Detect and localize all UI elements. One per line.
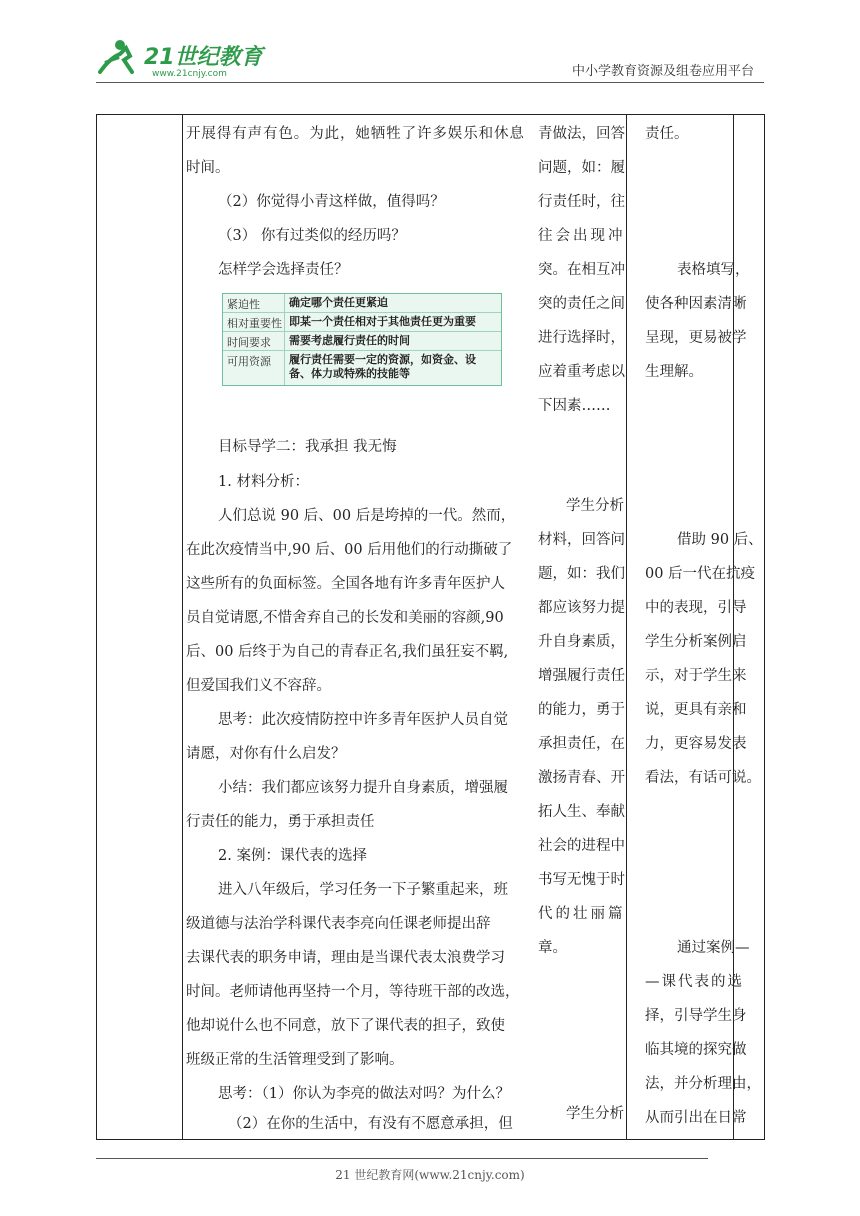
- factor-value: 履行责任需要一定的资源，如资金、设: [289, 353, 476, 366]
- site-logo: [96, 38, 266, 78]
- activity-line: 行责任时，往: [538, 194, 625, 210]
- factor-row: [223, 294, 501, 313]
- intent-line: 使各种因素清晰: [645, 296, 747, 312]
- activity-line: 升自身素质，: [538, 634, 625, 650]
- content-line: （3） 你有过类似的经历吗？: [218, 228, 406, 244]
- logo-main-text: 21世纪教育: [144, 45, 263, 70]
- intent-line: 临其境的探究做: [645, 1042, 747, 1058]
- factor-value: 确定哪个责任更紧迫: [289, 296, 388, 309]
- intent-line: 力，更容易发表: [645, 736, 747, 752]
- content-line: 思考：此次疫情防控中许多青年医护人员自觉: [218, 712, 508, 728]
- activity-line: 进行选择时，: [538, 330, 625, 346]
- activity-line: 激扬青春、开: [538, 770, 625, 786]
- intent-line: —课代表的选: [645, 974, 744, 990]
- content-line: 2. 案例：课代表的选择: [218, 848, 367, 864]
- content-line: 级道德与法治学科课代表李亮向任课老师提出辞: [186, 916, 491, 932]
- intent-line: 生理解。: [645, 364, 703, 380]
- factor-value: 即某一个责任相对于其他责任更为重要: [289, 315, 476, 328]
- activity-line: 社会的进程中: [538, 838, 625, 854]
- activity-line: 都应该努力提: [538, 600, 625, 616]
- content-line: 这些所有的负面标签。全国各地有许多青年医护人: [186, 576, 505, 592]
- intent-line: 择，引导学生身: [645, 1008, 747, 1024]
- activity-line: 学生分析: [566, 498, 624, 514]
- intent-line: 责任。: [645, 126, 689, 142]
- activity-line: 学生分析: [566, 1106, 624, 1122]
- content-line: 他却说什么也不同意，放下了课代表的担子，致使: [186, 1018, 505, 1034]
- content-line: 请愿，对你有什么启发？: [186, 746, 346, 762]
- intent-line: 示，对于学生来: [645, 668, 747, 684]
- header-divider: [96, 82, 764, 83]
- activity-line: 题，如：我们: [538, 566, 625, 582]
- content-line: 进入八年级后，学习任务一下子繁重起来，班: [218, 882, 508, 898]
- content-line: （2）在你的生活中，有没有不愿意承担，但: [228, 1116, 513, 1132]
- activity-line: 突。在相互冲: [538, 262, 625, 278]
- content-line: 后、00 后终于为自己的青春正名,我们虽狂妄不羁,: [186, 644, 509, 660]
- section-heading: 目标导学二：我承担 我无悔: [218, 439, 397, 455]
- intent-line: 学生分析案例启: [645, 634, 747, 650]
- activity-line: 问题，如：履: [538, 160, 625, 176]
- intent-line: 从而引出在日常: [645, 1110, 747, 1126]
- footer-divider: [96, 1158, 708, 1159]
- activity-line: 应着重考虑以: [538, 364, 625, 380]
- intent-line: 呈现，更易被学: [645, 330, 747, 346]
- activity-line: 拓人生、奉献: [538, 804, 625, 820]
- intent-line: 中的表现，引导: [645, 600, 747, 616]
- logo-graphic: [96, 38, 266, 78]
- content-line: 时间。老师请他再坚持一个月，等待班干部的改选，: [186, 984, 520, 1000]
- factor-table: [222, 293, 502, 386]
- activity-line: 的能力，勇于: [538, 702, 625, 718]
- factor-row: [223, 331, 501, 351]
- content-line: 在此次疫情当中,90 后、00 后用他们的行动撕破了: [186, 542, 513, 558]
- content-line: 去课代表的职务申请，理由是当课代表太浪费学习: [186, 950, 505, 966]
- activity-line: 承担责任，在: [538, 736, 625, 752]
- content-line: 时间。: [186, 160, 230, 176]
- content-line: 怎样学会选择责任？: [218, 262, 349, 278]
- factor-row: [223, 312, 501, 332]
- activity-line: 章。: [538, 940, 567, 956]
- factor-value: 备、体力或特殊的技能等: [289, 367, 410, 380]
- activity-line: 书写无愧于时: [538, 872, 625, 888]
- activity-line: 下因素……: [538, 398, 611, 414]
- content-line: 1. 材料分析：: [218, 474, 309, 490]
- activity-line: 增强履行责任: [538, 668, 625, 684]
- content-line: 人们总说 90 后、00 后是垮掉的一代。然而，: [218, 508, 516, 524]
- intent-line: 00 后一代在抗疫: [645, 566, 756, 582]
- platform-title: 中小学教育资源及组卷应用平台: [571, 64, 754, 79]
- logo-sub-text: www.21cnjy.com: [152, 69, 227, 78]
- activity-line: 代的壮丽篇: [538, 906, 626, 922]
- intent-line: 法，并分析理由，: [645, 1076, 761, 1092]
- activity-line: 材料，回答问: [538, 532, 625, 548]
- factor-key: 紧迫性: [227, 298, 260, 311]
- factor-key: 时间要求: [227, 336, 271, 349]
- content-line: 行责任的能力，勇于承担责任: [186, 814, 375, 830]
- content-line: 小结：我们都应该努力提升自身素质，增强履: [218, 780, 508, 796]
- content-line: 员自觉请愿,不惜舍弃自己的长发和美丽的容颜,90: [186, 610, 504, 626]
- factor-key: 相对重要性: [227, 317, 282, 330]
- content-line: 开展得有声有色。为此，她牺牲了许多娱乐和休息: [186, 126, 525, 142]
- intent-line: 通过案例—: [677, 940, 750, 956]
- content-line: 思考：（1）你认为李亮的做法对吗？为什么？: [218, 1086, 510, 1102]
- content-line: 但爱国我们义不容辞。: [186, 678, 331, 694]
- content-line: （2）你觉得小青这样做，值得吗？: [218, 194, 445, 210]
- activity-line: 往会出现冲: [538, 228, 626, 244]
- intent-line: 借助 90 后、: [677, 532, 763, 548]
- column-empty: [97, 115, 183, 1139]
- intent-line: 表格填写，: [677, 262, 750, 278]
- activity-line: 青做法，回答: [538, 126, 625, 142]
- content-line: 班级正常的生活管理受到了影响。: [186, 1052, 404, 1068]
- activity-line: 突的责任之间: [538, 296, 625, 312]
- factor-value: 需要考虑履行责任的时间: [289, 334, 410, 347]
- footer-link[interactable]: 21 世纪教育网(www.21cnjy.com): [335, 1168, 525, 1182]
- factor-row: [223, 350, 501, 385]
- factor-key: 可用资源: [227, 355, 271, 368]
- intent-line: 看法，有话可说。: [645, 770, 761, 786]
- intent-line: 说，更具有亲和: [645, 702, 747, 718]
